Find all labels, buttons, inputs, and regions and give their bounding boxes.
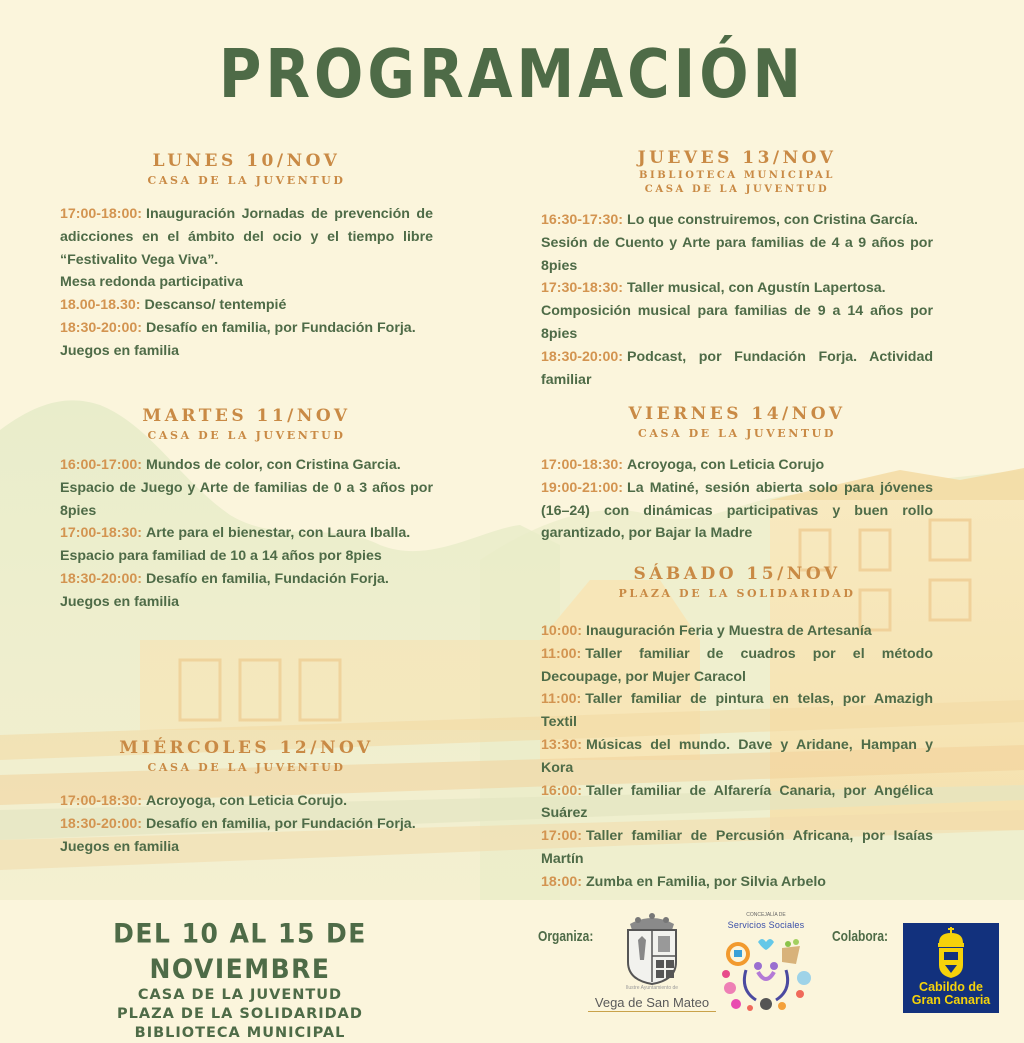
- servicios-logo-name: Servicios Sociales: [727, 920, 805, 930]
- event-time: 19:00-21:00:: [541, 479, 624, 496]
- day-name: MARTES 11/NOV: [142, 406, 351, 426]
- event-text: Músicas del mundo. Dave y Aridane, Hampan y Kora: [541, 736, 933, 776]
- event-item: [541, 477, 933, 545]
- vega-de-san-mateo-crest-icon: [620, 910, 684, 986]
- cabildo-line2: Gran Canaria: [911, 993, 991, 1007]
- servicios-sociales-logo-icon: [716, 930, 816, 1018]
- event-text: Composición musical para familias de 9 a 14 años por 8pies: [541, 303, 933, 342]
- event-text: Lo que construiremos, con Cristina García.: [627, 212, 918, 228]
- event-text: Inauguración Jornadas de prevención de adicciones en el ámbito del ocio y el tiempo libre “Festivalito Vega Viva”.: [60, 206, 433, 268]
- day-miercoles: [60, 737, 433, 858]
- vega-logo-subtitle: Ilustre Ayuntamiento de: [625, 985, 679, 991]
- event-item: [60, 271, 433, 294]
- event-text: Espacio de Juego y Arte de familias de 0 a 3 años por 8pies: [60, 479, 433, 519]
- day-venue: CASA DE LA JUVENTUD: [638, 427, 836, 440]
- event-text: Acroyoga, con Leticia Corujo.: [146, 793, 348, 809]
- event-time: 17:00-18:30:: [541, 457, 624, 473]
- event-item: [60, 813, 433, 836]
- cabildo-crest-icon: [903, 923, 999, 981]
- event-item: [541, 454, 933, 477]
- event-time: 17:30-18:30:: [541, 280, 624, 297]
- event-time: 17:00-18:00:: [60, 206, 143, 222]
- event-item: [60, 568, 433, 591]
- footer-venue: PLAZA DE LA SOLIDARIDAD: [117, 1006, 363, 1022]
- event-item: [541, 734, 933, 780]
- day-name: SÁBADO 15/NOV: [633, 564, 841, 584]
- event-time: 16:30-17:30:: [541, 212, 624, 228]
- event-time: 10:00:: [541, 623, 583, 639]
- event-item: [60, 591, 433, 614]
- event-item: [541, 232, 933, 278]
- event-list: [541, 454, 933, 545]
- day-jueves: [541, 147, 933, 391]
- event-time: 11:00:: [541, 691, 582, 708]
- event-text: Desafío en familia, por Fundación Forja.: [146, 319, 416, 336]
- event-text: Juegos en familia: [60, 342, 180, 359]
- event-item: [60, 477, 433, 523]
- event-item: [60, 836, 433, 859]
- day-venue: CASA DE LA JUVENTUD: [147, 761, 346, 774]
- event-item: [541, 871, 933, 894]
- event-text: Mesa redonda participativa: [60, 274, 243, 291]
- event-text: Taller familiar de Alfarería Canaria, por Angélica Suárez: [541, 782, 933, 822]
- event-item: [541, 300, 933, 346]
- event-item: [60, 545, 433, 568]
- servicios-logo-top: CONCEJALÍA DE: [746, 912, 786, 918]
- day-viernes: [541, 403, 933, 545]
- event-time: 17:00-18:30:: [60, 793, 143, 809]
- event-item: [541, 825, 933, 871]
- event-list: [60, 790, 433, 858]
- day-name: VIERNES 14/NOV: [628, 404, 846, 424]
- event-text: La Matiné, sesión abierta solo para jóvenes (16–24) con dinámicas participativas y buen rollo garantizado, por Bajar la Madre: [541, 479, 933, 542]
- page-title: PROGRAMACIÓN: [218, 34, 806, 114]
- event-text: Inauguración Feria y Muestra de Artesanía: [586, 623, 872, 639]
- event-item: [60, 790, 433, 813]
- event-text: Taller familiar de pintura en telas, por Amazigh Textil: [541, 691, 933, 731]
- event-time: 18.00-18.30:: [60, 297, 141, 314]
- vega-logo-name: Vega de San Mateo: [588, 995, 716, 1012]
- event-text: Podcast, por Fundación Forja. Actividad familiar: [541, 348, 933, 388]
- event-time: 18:30-20:00:: [60, 319, 143, 336]
- date-range: DEL 10 AL 15 DE NOVIEMBRE: [113, 918, 367, 985]
- event-time: 17:00-18:30:: [60, 525, 143, 542]
- event-item: [541, 277, 933, 300]
- event-item: [541, 209, 933, 232]
- event-time: 18:30-20:00:: [541, 348, 624, 365]
- servicios-sociales-header: [722, 910, 810, 930]
- event-list: [60, 454, 433, 614]
- event-item: [541, 643, 933, 689]
- event-list: [60, 203, 433, 363]
- event-item: [60, 454, 433, 477]
- event-time: 16:00:: [541, 782, 583, 799]
- footer-dates: [20, 918, 460, 1043]
- event-time: 17:00:: [541, 828, 583, 845]
- event-item: [60, 317, 433, 340]
- footer-venue: BIBLIOTECA MUNICIPAL: [134, 1025, 346, 1041]
- event-item: [60, 340, 433, 363]
- event-time: 11:00:: [541, 645, 582, 662]
- event-item: [541, 620, 933, 643]
- day-martes: [60, 405, 433, 614]
- event-time: 18:00:: [541, 873, 583, 890]
- cabildo-line1: Cabildo de: [919, 980, 983, 994]
- event-text: Mundos de color, con Cristina Garcia.: [146, 457, 401, 473]
- event-item: [60, 522, 433, 545]
- event-text: Arte para el bienestar, con Laura Iballa.: [146, 525, 411, 542]
- event-text: Taller musical, con Agustín Lapertosa.: [627, 280, 886, 297]
- day-name: MIÉRCOLES 12/NOV: [119, 738, 374, 758]
- colabora-label: Colabora:: [832, 928, 889, 945]
- event-text: Taller familiar de Percusión Africana, por Isaías Martín: [541, 828, 933, 867]
- event-text: Zumba en Familia, por Silvia Arbelo: [586, 873, 826, 890]
- event-text: Sesión de Cuento y Arte para familias de 4 a 9 años por 8pies: [541, 234, 933, 274]
- event-list: [541, 620, 933, 894]
- event-text: Acroyoga, con Leticia Corujo: [627, 457, 825, 473]
- event-list: [541, 209, 933, 391]
- event-item: [541, 688, 933, 734]
- day-venue: CASA DE LA JUVENTUD: [147, 174, 346, 187]
- event-time: 18:30-20:00:: [60, 570, 143, 587]
- event-text: Desafío en familia, por Fundación Forja.: [146, 815, 416, 832]
- event-time: 18:30-20:00:: [60, 815, 143, 832]
- day-venue: BIBLIOTECA MUNICIPAL: [638, 170, 836, 181]
- event-text: Juegos en familia: [60, 838, 180, 855]
- event-time: 16:00-17:00:: [60, 457, 143, 473]
- event-text: Taller familiar de cuadros por el método Decoupage, por Mujer Caracol: [541, 645, 933, 685]
- day-venue: CASA DE LA JUVENTUD: [644, 184, 830, 195]
- event-text: Descanso/ tentempié: [144, 297, 287, 314]
- event-time: 13:30:: [541, 736, 583, 753]
- event-text: Desafío en familia, Fundación Forja.: [146, 570, 389, 587]
- day-lunes: [60, 150, 433, 363]
- day-name: LUNES 10/NOV: [152, 151, 341, 171]
- cabildo-gran-canaria-logo: [903, 923, 999, 1013]
- day-sabado: [541, 563, 933, 894]
- event-item: [541, 346, 933, 392]
- event-text: Juegos en familia: [60, 593, 180, 610]
- organiza-label: Organiza:: [538, 928, 594, 945]
- day-venue: PLAZA DE LA SOLIDARIDAD: [618, 587, 856, 600]
- event-item: [60, 203, 433, 271]
- event-item: [60, 294, 433, 317]
- event-text: Espacio para familiad de 10 a 14 años por 8pies: [60, 548, 382, 565]
- footer-venue: CASA DE LA JUVENTUD: [137, 987, 343, 1003]
- day-name: JUEVES 13/NOV: [637, 148, 837, 168]
- event-item: [541, 780, 933, 826]
- day-venue: CASA DE LA JUVENTUD: [147, 429, 346, 442]
